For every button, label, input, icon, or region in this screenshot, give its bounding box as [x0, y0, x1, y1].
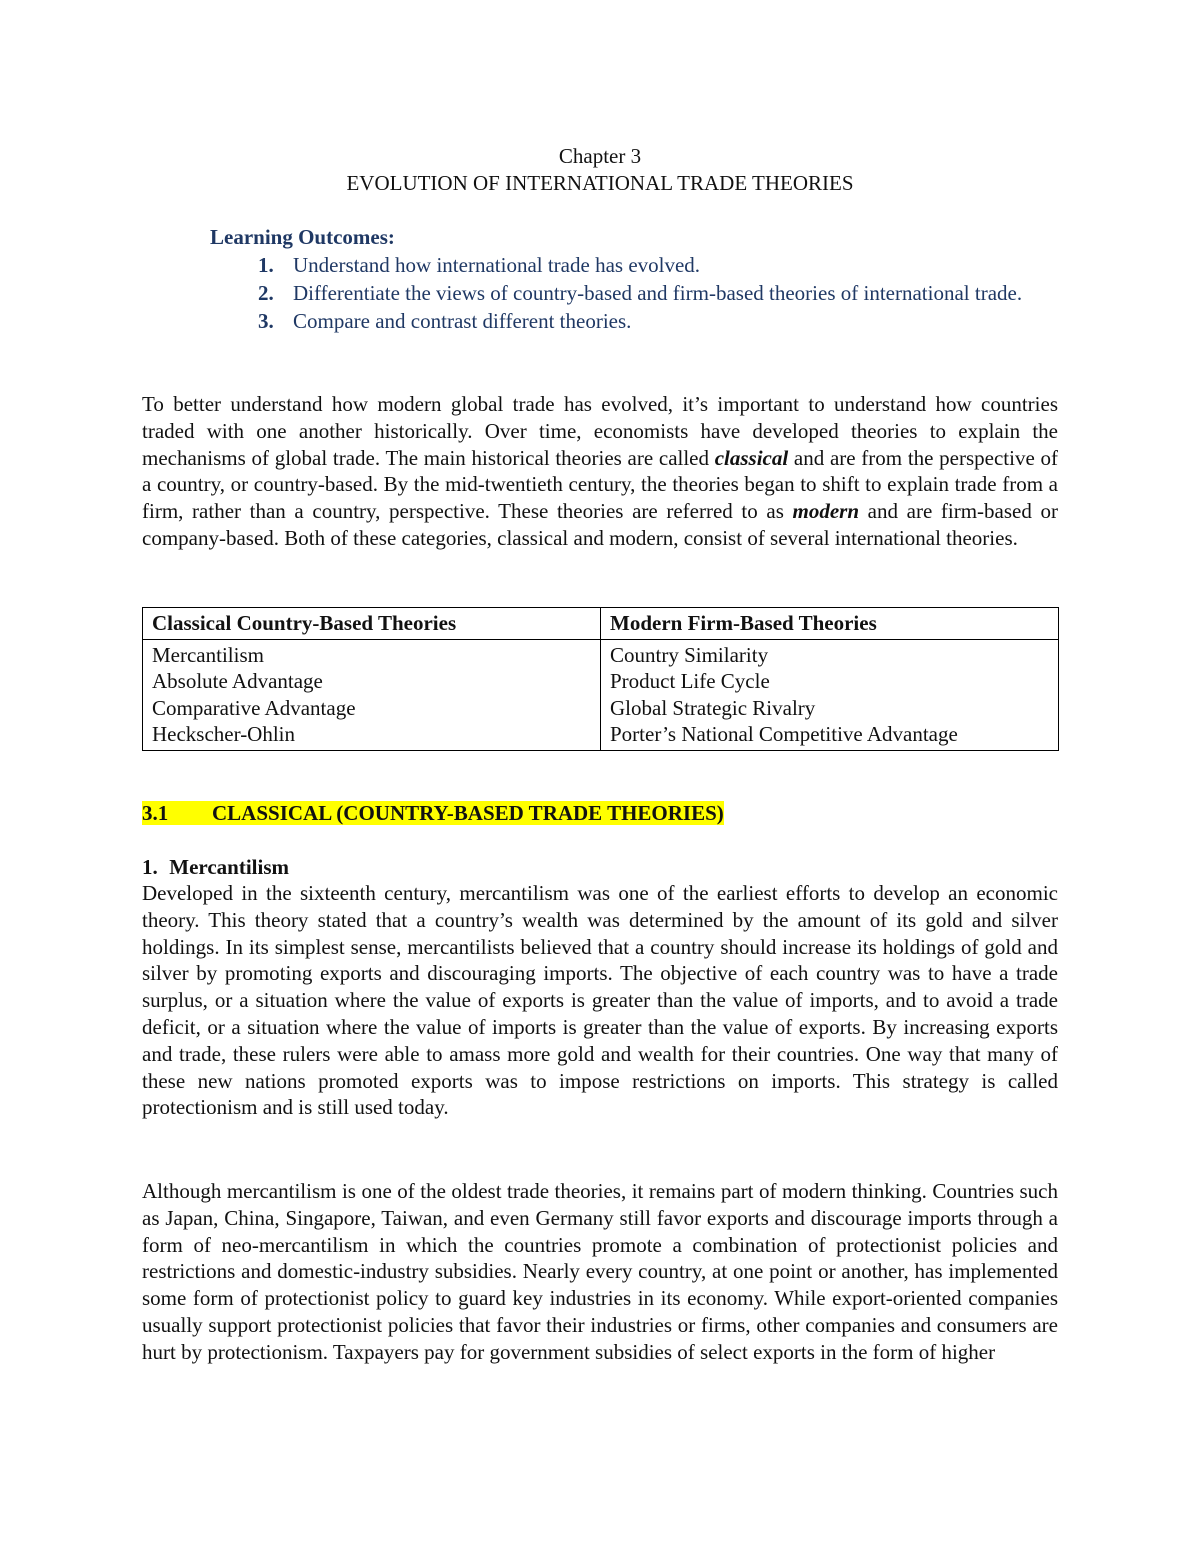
subheading-title: Mercantilism — [169, 855, 289, 879]
table-header-row — [143, 608, 1059, 640]
outcome-number: 1. — [258, 253, 274, 277]
intro-paragraph — [142, 391, 1058, 552]
section-title: CLASSICAL (COUNTRY-BASED TRADE THEORIES) — [212, 801, 724, 825]
theory-item: Product Life Cycle — [610, 669, 770, 693]
learning-outcome-item — [210, 307, 1070, 335]
theories-table — [142, 607, 1059, 751]
learning-outcome-item — [210, 251, 1070, 279]
table-header-classical: Classical Country-Based Theories — [143, 608, 601, 640]
theory-item: Country Similarity — [610, 642, 769, 667]
subheading-number: 1. — [142, 855, 158, 879]
outcome-number: 3. — [258, 309, 274, 333]
intro-text: and are from the perspective of a country, or country-based. By the mid-twentieth century, the theories began to shift to explain trade from a firm, rather than a country, perspective. These theories are referred to as — [142, 445, 1058, 524]
chapter-subtitle: EVOLUTION OF INTERNATIONAL TRADE THEORIES — [346, 171, 854, 195]
theory-item: Mercantilism — [152, 642, 264, 667]
classical-theories-cell — [143, 639, 601, 750]
mercantilism-paragraph-1: Developed in the sixteenth century, mercantilism was one of the earliest efforts to develop an economic theory. This theory stated that a country’s wealth was determined by the amount of its gold and silver holdings. In its simplest sense, mercantilists believed that a country should increase its holdings of gold and silver by promoting exports and discouraging imports. The objective of each country was to have a trade surplus, or a situation where the value of exports is greater than the value of imports, and to avoid a trade deficit, or a situation where the value of imports is greater than the value of exports. By increasing exports and trade, these rulers were able to amass more gold and wealth for their countries. One way that many of these new nations promoted exports was to impose restrictions on imports. This strategy is called protectionism and is still used today. — [142, 881, 1058, 1120]
outcome-text: Differentiate the views of country-based and firm-based theories of international trade. — [293, 281, 1023, 305]
section-number: 3.1 — [142, 801, 169, 825]
learning-outcomes — [210, 223, 1070, 335]
outcome-text: Compare and contrast different theories. — [293, 309, 632, 333]
learning-outcomes-list — [210, 251, 1070, 335]
mercantilism-heading — [142, 853, 289, 881]
learning-outcomes-heading: Learning Outcomes: — [210, 225, 395, 249]
mercantilism-paragraph-2: Although mercantilism is one of the oldest trade theories, it remains part of modern thinking. Countries such as Japan, China, Singapore, Taiwan, and even Germany still favor exports and discourage imports through a form of neo-mercantilism in which the countries promote a combination of protectionist policies and restrictions and domestic-industry subsidies. Nearly every country, at one point or another, has implemented some form of protectionist policy to guard key industries in its economy. While export-oriented companies usually support protectionist policies that favor their industries or firms, other companies and consumers are hurt by protectionism. Taxpayers pay for government subsidies of select exports in the form of higher — [142, 1179, 1058, 1364]
theory-item: Absolute Advantage — [152, 669, 323, 693]
modern-theories-cell — [601, 639, 1059, 750]
learning-outcome-item — [210, 279, 1070, 307]
outcome-number: 2. — [258, 281, 274, 305]
chapter-title: Chapter 3 — [558, 144, 642, 168]
table-row — [143, 639, 1059, 750]
section-highlight — [142, 801, 724, 825]
modern-emphasis: modern — [792, 499, 860, 524]
theory-item: Global Strategic Rivalry — [610, 695, 816, 720]
theory-item: Comparative Advantage — [152, 695, 356, 720]
classical-emphasis: classical — [714, 445, 789, 470]
theory-item: Heckscher-Ohlin — [152, 722, 296, 746]
table-header-modern: Modern Firm-Based Theories — [601, 608, 1059, 640]
intro-text: and are firm-based or company-based. Both of these categories, classical and modern, consist of several international theories. — [142, 499, 1058, 550]
theory-item: Porter’s National Competitive Advantage — [610, 722, 958, 746]
outcome-text: Understand how international trade has evolved. — [293, 253, 701, 277]
intro-text: To better understand how modern global trade has evolved, it’s important to understand how countries traded with one another historically. Over time, economists have developed theories to explain the mechanisms of global trade. The main historical theories are called — [142, 392, 1058, 470]
section-heading — [142, 798, 724, 828]
